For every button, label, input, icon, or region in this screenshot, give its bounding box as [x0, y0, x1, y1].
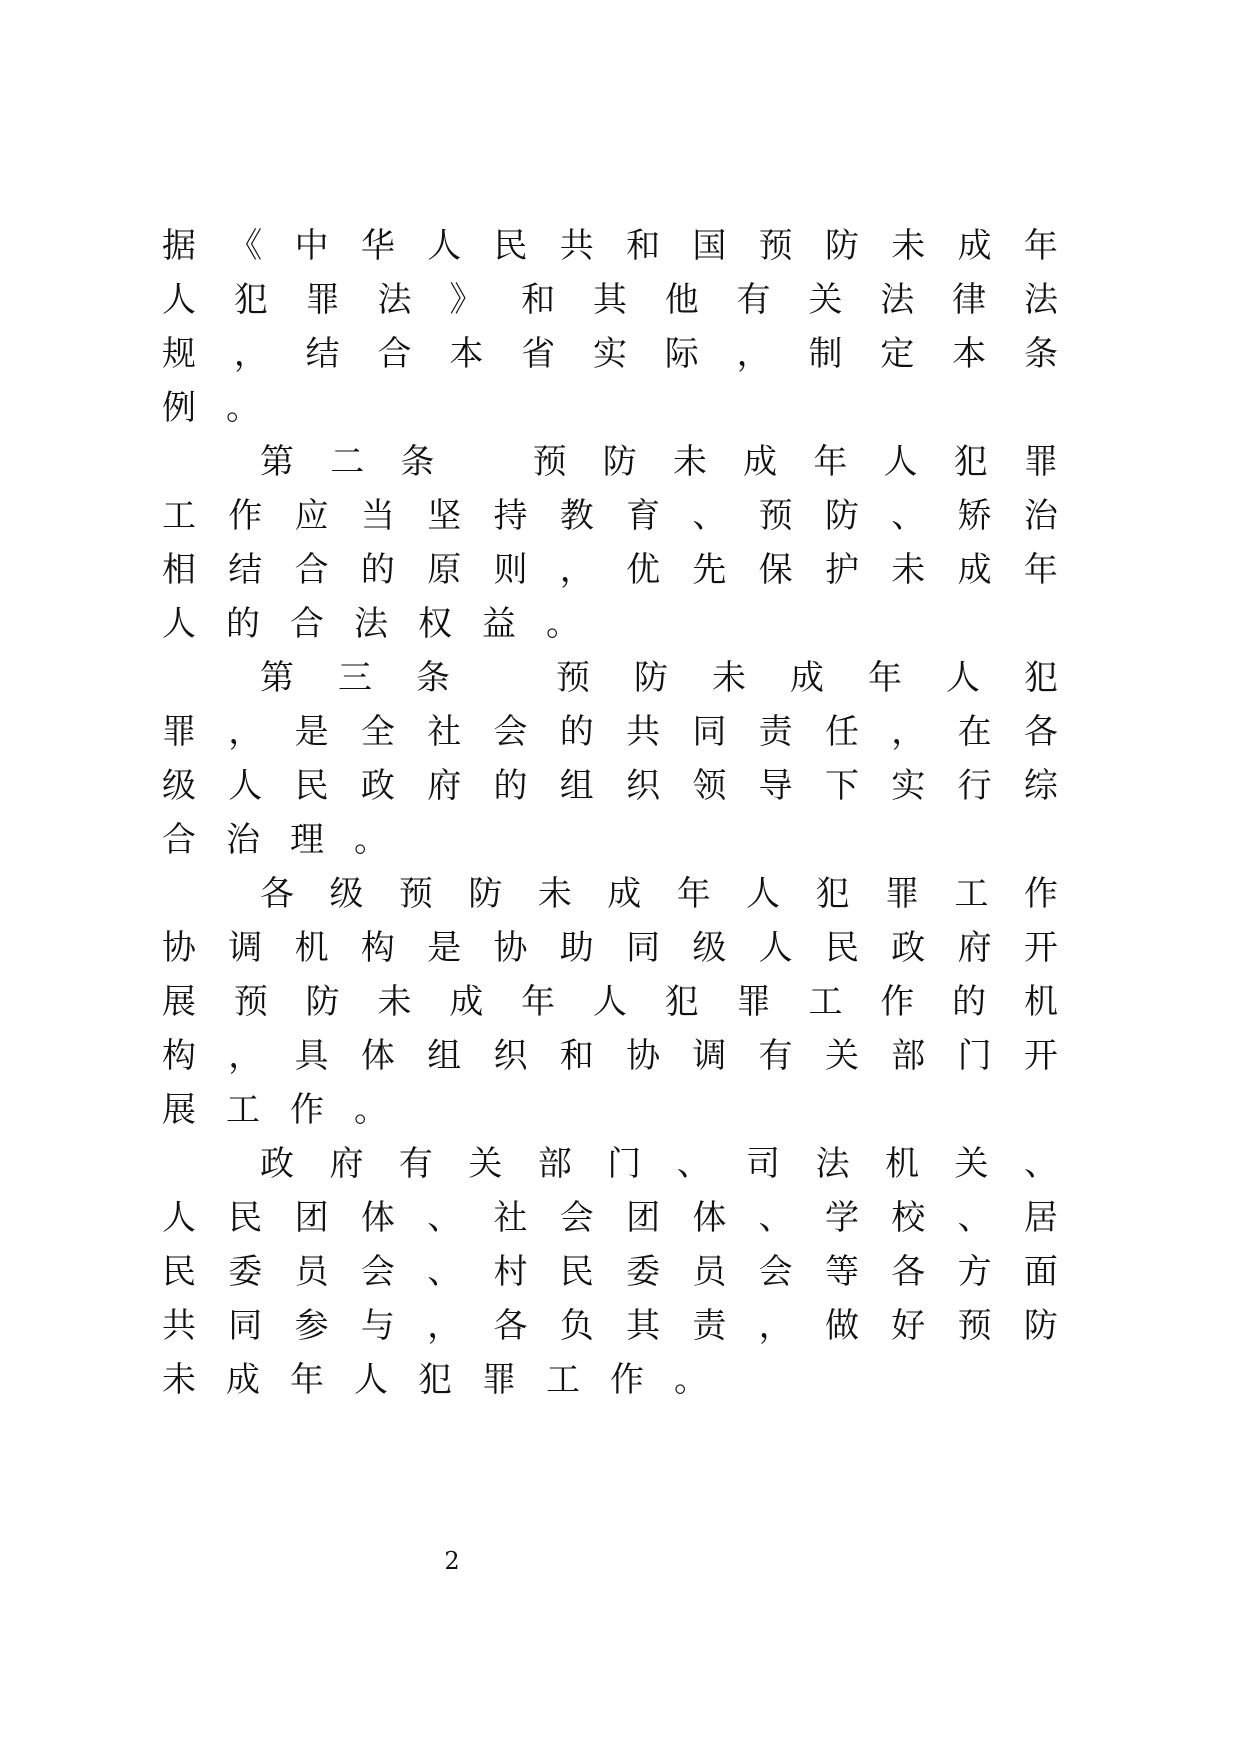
- text-line: 罪 ， 是 全 社 会 的 共 同 责 任 ， 在 各: [162, 712, 1058, 752]
- text-line: 级 人 民 政 府 的 组 织 领 导 下 实 行 综: [162, 766, 1058, 806]
- text-line: 相 结 合 的 原 则 ， 优 先 保 护 未 成 年: [162, 550, 1058, 590]
- article-3-heading-line: 第 三 条 预 防 未 成 年 人 犯: [260, 658, 1058, 698]
- text-line: 人 民 团 体 、 社 会 团 体 、 学 校 、 居: [162, 1198, 1058, 1238]
- page-number: 2: [444, 1547, 460, 1575]
- text-line: 人 犯 罪 法 》 和 其 他 有 关 法 律 法: [162, 280, 1058, 320]
- text-line: 协 调 机 构 是 协 助 同 级 人 民 政 府 开: [162, 928, 1058, 968]
- article-2-heading-line: 第 二 条 预 防 未 成 年 人 犯 罪: [260, 442, 1058, 482]
- text-line: 展 预 防 未 成 年 人 犯 罪 工 作 的 机: [162, 982, 1058, 1022]
- paragraph-start-line: 各 级 预 防 未 成 年 人 犯 罪 工 作: [260, 874, 1058, 914]
- text-line: 据 《 中 华 人 民 共 和 国 预 防 未 成 年: [162, 226, 1058, 266]
- text-line: 人 的 合 法 权 益 。: [162, 604, 580, 644]
- text-line: 未 成 年 人 犯 罪 工 作 。: [162, 1360, 708, 1400]
- text-line: 构 ， 具 体 组 织 和 协 调 有 关 部 门 开: [162, 1036, 1058, 1076]
- text-line: 规 ， 结 合 本 省 实 际 ， 制 定 本 条: [162, 334, 1058, 374]
- text-line: 工 作 应 当 坚 持 教 育 、 预 防 、 矫 治: [162, 496, 1058, 536]
- text-line: 共 同 参 与 ， 各 负 其 责 ， 做 好 预 防: [162, 1306, 1058, 1346]
- text-line: 民 委 员 会 、 村 民 委 员 会 等 各 方 面: [162, 1252, 1058, 1292]
- text-line: 例 。: [162, 388, 260, 428]
- text-line: 展 工 作 。: [162, 1090, 388, 1130]
- paragraph-start-line: 政 府 有 关 部 门 、 司 法 机 关 、: [260, 1144, 1058, 1184]
- text-line: 合 治 理 。: [162, 820, 388, 860]
